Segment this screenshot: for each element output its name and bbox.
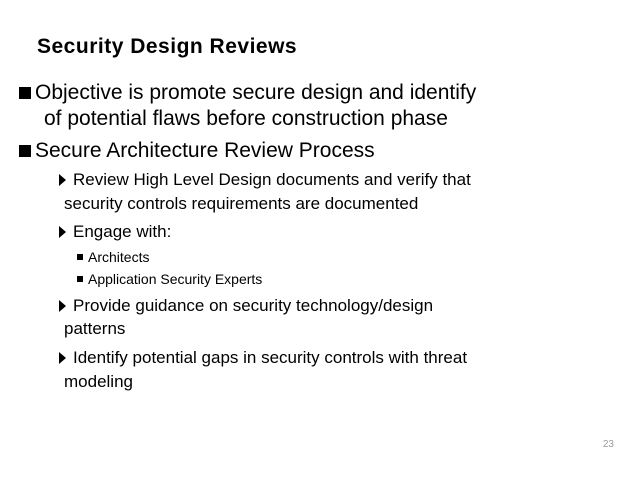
sub-bullet-threat-line1: Identify potential gaps in security controls with threat (73, 348, 468, 367)
bullet-objective-line2: of potential flaws before construction phase (44, 107, 448, 130)
triangle-bullet-icon (59, 352, 66, 364)
triangle-bullet-icon (59, 174, 66, 186)
sub-sub-bullet-security-experts: Application Security Experts (88, 271, 263, 287)
sub-bullet-guidance-line2: patterns (64, 319, 126, 338)
small-square-bullet-icon (77, 276, 83, 282)
square-bullet-icon (19, 145, 31, 157)
sub-bullet-review-line2: security controls requirements are documented (64, 194, 419, 213)
square-bullet-icon (19, 87, 31, 99)
triangle-bullet-icon (59, 300, 66, 312)
sub-bullet-guidance-line1: Provide guidance on security technology/design (73, 296, 434, 315)
sub-bullet-engage: Engage with: (73, 222, 172, 241)
sub-bullet-threat-line2: modeling (64, 372, 133, 391)
page-number: 23 (602, 439, 614, 450)
bullet-architecture-review: Secure Architecture Review Process (35, 139, 375, 162)
slide-title: Security Design Reviews (37, 35, 298, 58)
sub-bullet-review-line1: Review High Level Design documents and verify that (73, 170, 471, 189)
triangle-bullet-icon (59, 226, 66, 238)
sub-sub-bullet-architects: Architects (88, 249, 150, 265)
small-square-bullet-icon (77, 254, 83, 260)
bullet-objective-line1: Objective is promote secure design and identify (35, 81, 477, 104)
